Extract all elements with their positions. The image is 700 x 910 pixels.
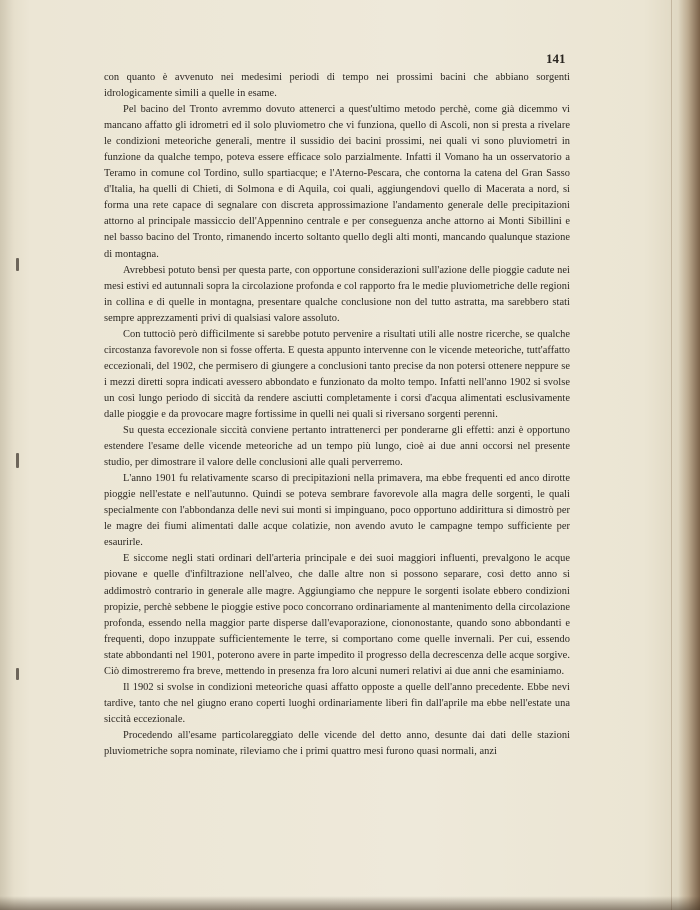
margin-mark bbox=[16, 258, 19, 271]
paragraph: Il 1902 si svolse in condizioni meteoriche quasi affatto opposte a quelle dell'anno precedente. Ebbe nevi tardive, tanto che nel giugno erano coperti luoghi ordinariamente liberi fin dall'aprile ma ebbe nell'estate una siccità eccezionale. bbox=[104, 681, 570, 725]
body-text bbox=[104, 70, 570, 760]
paragraph: Avrebbesi potuto bensì per questa parte, con opportune considerazioni sull'azione delle pioggie cadute nei mesi estivi ed autunnali sopra la circolazione profonda e col rapporto fra le medie pluviometriche delle regioni in collina e di quelle in montagna, presentare qualche conclusione non del tutto astratta, ma sarebbero stati sempre apprezzamenti privi di qualsiasi valore assoluto. bbox=[104, 264, 570, 324]
bottom-edge-shadow bbox=[0, 896, 700, 910]
margin-mark bbox=[16, 453, 19, 468]
paragraph: con quanto è avvenuto nei medesimi periodi di tempo nei prossimi bacini che abbiano sorgenti idrologicamente simili a quelle in esame. bbox=[104, 72, 570, 100]
binding-shadow bbox=[678, 0, 700, 910]
paragraph: Con tuttociò però difficilmente si sarebbe potuto pervenire a risultati utili alle nostre ricerche, se qualche circostanza favorevole non si fosse offerta. E questa appunto intervenne con le vicende meteoriche, tutt'affatto eccezionali, del 1902, che permisero di giungere a conclusioni tanto precise da non potersi ottenere neppure se i mezzi diretti sopra indicati avessero abbondato e funzionato da molto tempo. Infatti nell'anno 1902 si svolse un così lungo periodo di siccità da rendere asciutti completamente i corsi d'acqua alimentati esclusivamente dalle pioggie e da provocare magre fortissime in quelli nei quali si riversano sorgenti perenni. bbox=[104, 328, 570, 420]
paragraph: Su questa eccezionale siccità conviene pertanto intrattenerci per ponderarne gli effetti: anzi è opportuno estendere l'esame delle vicende meteoriche ad un tempo più lungo, cioè ai due anni occorsi nel presente studio, per dimostrare il valore delle conclusioni alle quali perverremo. bbox=[104, 425, 570, 469]
paragraph: E siccome negli stati ordinari dell'arteria principale e dei suoi maggiori influenti, prevalgono le acque piovane e quelle d'infiltrazione nell'alveo, che dalle altre non si possono separare, così detto anno si addimostrò contrario in generale alle magre. Aggiungiamo che neppure le sorgenti isolate ebbero condizioni propizie, perchè sebbene le pioggie estive poco concorrano ordinariamente al mantenimento della circolazione profonda, essendo nella maggior parte disperse dall'evaporazione, ciononostante, quando sono abbondanti e frequenti, dopo inzuppate sufficientemente le terre, si comportano come quelle invernali. Per cui, essendo state abbondanti nel 1901, poterono avere in parte impedito il progresso della decrescenza delle acque sorgive. Ciò dimostreremo fra breve, mettendo in presenza fra loro alcuni numeri relativi ai due anni che esaminiamo. bbox=[104, 553, 570, 677]
paragraph: Pel bacino del Tronto avremmo dovuto attenerci a quest'ultimo metodo perchè, come già dicemmo vi mancano affatto gli idrometri ed il solo pluviometro che vi funziona, quello di Ascoli, non si presta a rivelare le condizioni meteoriche generali, mentre il sussidio dei bacini prossimi, nei quali vi sono pluviometri in funzione da qualche tempo, poteva essere efficace solo parzialmente. Infatti il Vomano ha un osservatorio a Teramo in comune col Tordino, sullo spartiacque; e l'Aterno-Pescara, che contorna la catena del Gran Sasso d'Italia, ha quelli di Chieti, di Solmona e di Aquila, coi quali, aggiungendovi quello di Macerata a nord, si forma una rete capace di segnalare con discreta approssimazione l'andamento generale delle precipitazioni attorno al principale massiccio dell'Appennino centrale e per conseguenza anche attorno ai Monti Sibillini e nel basso bacino del Tronto, rimanendo incerto soltanto quello degli alti monti, mancando qualunque stazione di montagna. bbox=[104, 104, 570, 260]
margin-mark bbox=[16, 668, 19, 680]
page-number: 141 bbox=[546, 51, 566, 66]
paragraph: Procedendo all'esame particolareggiato delle vicende del detto anno, desunte dai dati delle stazioni pluviometriche sopra nominate, rileviamo che i primi quattro mesi furono quasi normali, anzi bbox=[104, 729, 570, 757]
paragraph: L'anno 1901 fu relativamente scarso di precipitazioni nella primavera, ma ebbe frequenti ed anco dirotte pioggie nell'estate e nell'autunno. Quindi se poteva sembrare favorevole alla magra delle sorgenti, le quali specialmente con l'abbondanza delle nevi sui monti si impinguano, poco opportuno addirittura si dimostrò per le magre dei fiumi alimentati dalle acque colatizie, non avendo avuto le campagne tempo sufficiente per esaurirle. bbox=[104, 473, 570, 549]
page-edge-line bbox=[671, 0, 672, 910]
